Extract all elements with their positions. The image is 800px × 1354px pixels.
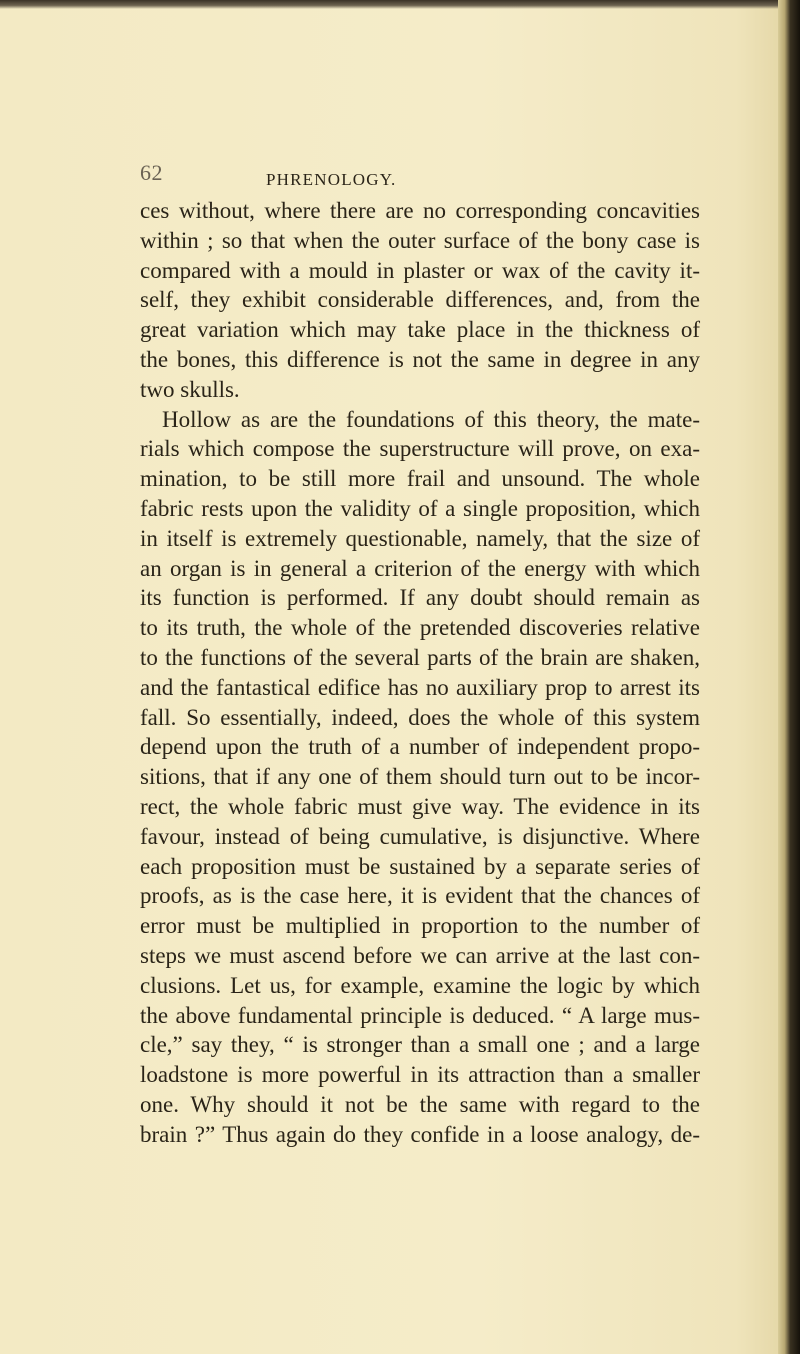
text-line: brain ?” Thus again do they confide in a loose analogy, de- (140, 1121, 700, 1147)
text-line: sitions, that if any one of them should turn out to be incor- (140, 764, 700, 790)
text-line: cle,” say they, “ is stronger than a small one ; and a large (140, 1032, 700, 1058)
top-page-edge (0, 0, 790, 9)
page-number: 62 (140, 160, 163, 185)
text-line: Hollow as are the foundations of this theory, the mate- (162, 406, 700, 432)
text-line: and the fantastical edifice has no auxiliary prop to arrest its (140, 674, 700, 700)
text-line: two skulls. (140, 376, 240, 402)
text-line: each proposition must be sustained by a separate series of (140, 853, 700, 879)
text-line: its function is performed. If any doubt should remain as (140, 585, 700, 611)
text-line: error must be multiplied in proportion to the number of (140, 913, 700, 939)
text-line: within ; so that when the outer surface of the bony case is (140, 227, 700, 253)
text-line: rials which compose the superstructure will prove, on exa- (140, 436, 700, 462)
text-line: ces without, where there are no corresponding concavities (140, 198, 700, 223)
body-text (140, 196, 700, 1150)
text-line: loadstone is more powerful in its attraction than a smaller (140, 1062, 700, 1088)
text-line: steps we must ascend before we can arrive at the last con- (140, 942, 700, 968)
text-line: compared with a mould in plaster or wax of the cavity it- (140, 257, 700, 283)
text-line: depend upon the truth of a number of independent propo- (140, 734, 700, 760)
text-line: in itself is extremely questionable, namely, that the size of (140, 525, 700, 551)
page-edge-shadow (778, 0, 800, 1354)
text-line: fabric rests upon the validity of a single proposition, which (140, 495, 700, 521)
text-line: favour, instead of being cumulative, is disjunctive. Where (140, 823, 700, 849)
running-head: PHRENOLOGY. (266, 170, 397, 189)
text-line: mination, to be still more frail and unsound. The whole (140, 466, 700, 492)
text-line: the above fundamental principle is deduced. “ A large mus- (140, 1002, 700, 1028)
text-line: to the functions of the several parts of the brain are shaken, (140, 644, 700, 670)
text-line: clusions. Let us, for example, examine the logic by which (140, 972, 700, 998)
text-line: one. Why should it not be the same with regard to the (140, 1091, 700, 1117)
text-line: an organ is in general a criterion of the energy with which (140, 555, 700, 581)
text-line: fall. So essentially, indeed, does the whole of this system (140, 704, 700, 730)
text-line: to its truth, the whole of the pretended discoveries relative (140, 615, 700, 641)
text-line: great variation which may take place in the thickness of (140, 317, 700, 343)
text-line: the bones, this difference is not the same in degree in any (140, 346, 700, 372)
text-line: rect, the whole fabric must give way. The evidence in its (140, 793, 700, 819)
text-line: proofs, as is the case here, it is evident that the chances of (140, 883, 700, 909)
text-line: self, they exhibit considerable differences, and, from the (140, 287, 700, 313)
